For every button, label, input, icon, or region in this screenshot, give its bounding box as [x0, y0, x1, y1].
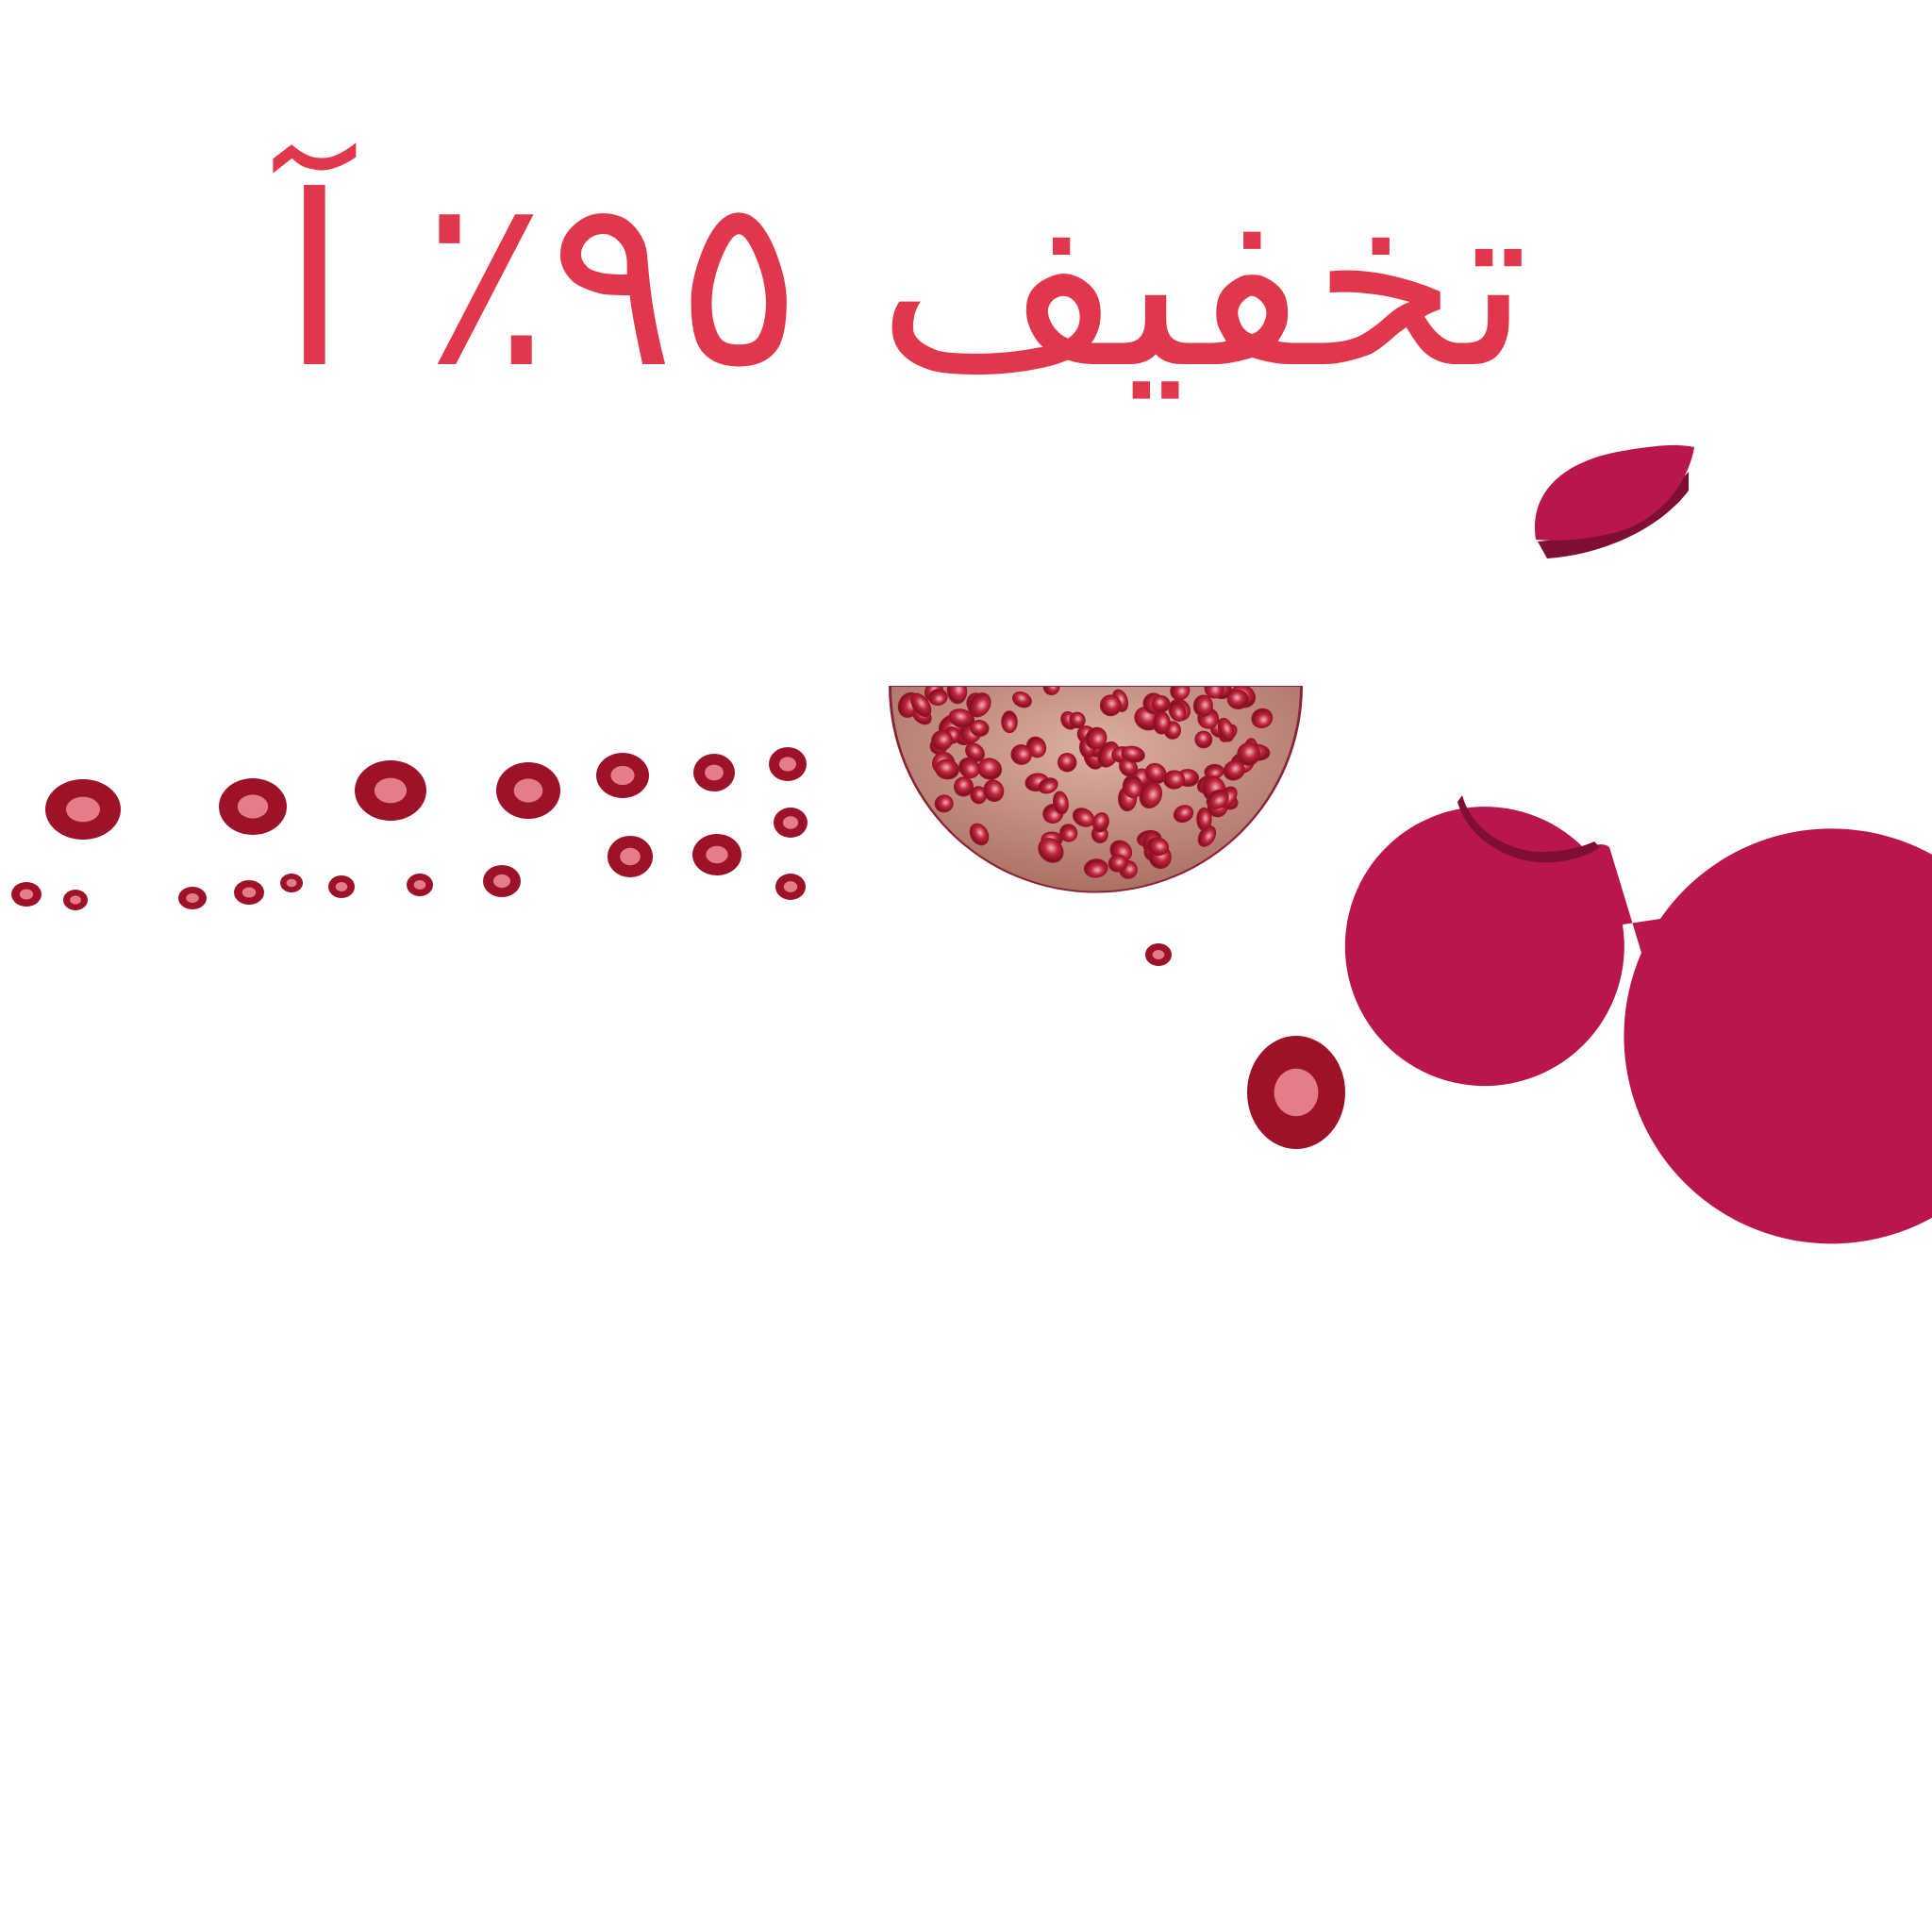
- fruit-aril: [1002, 711, 1017, 733]
- fruit-aril: [1154, 712, 1171, 734]
- pomegranate-seed-icon: [596, 753, 649, 798]
- pomegranate-seed-icon: [45, 779, 121, 840]
- pomegranate-seed-icon: [178, 887, 207, 909]
- pomegranate-half-icon: [889, 676, 1303, 894]
- logo-leaf: [1535, 445, 1694, 541]
- pomegranate-seed-icon: [355, 760, 426, 821]
- pomegranate-seed-icon: [769, 747, 807, 781]
- pomegranate-seed-icon: [11, 882, 42, 907]
- fruit-aril: [1227, 690, 1248, 708]
- fruit-aril: [1152, 695, 1171, 713]
- pomegranate-seed-icon: [280, 874, 303, 892]
- pomegranate-seed-icon: [483, 865, 521, 897]
- pomegranate-seed-icon: [234, 880, 264, 905]
- pomegranate-seed-icon: [692, 834, 741, 875]
- fruit-aril: [1205, 676, 1224, 698]
- pomegranate-seed-icon: [407, 874, 433, 896]
- pomegranate-seed-icon: [693, 754, 735, 791]
- pomegranate-seed-icon: [608, 836, 653, 877]
- pomegranate-seed-icon: [219, 778, 287, 835]
- pomegranate-seed-icon: [775, 874, 806, 900]
- pomegranate-seed-icon: [63, 890, 88, 910]
- fruit-aril: [1164, 771, 1185, 790]
- logo-ring: [1345, 807, 1932, 1243]
- pomegranate-seed-icon: [328, 875, 355, 898]
- headline: تخفيف ٩٥٪ آ: [281, 145, 1530, 420]
- pomegranate-logo-icon: [1345, 445, 1932, 1243]
- pomegranate-seed-icon: [1145, 943, 1172, 966]
- pomegranate-seed-icon: [1247, 1036, 1345, 1149]
- pomegranate-seed-icon: [496, 762, 560, 819]
- pomegranate-seed-icon: [774, 808, 808, 838]
